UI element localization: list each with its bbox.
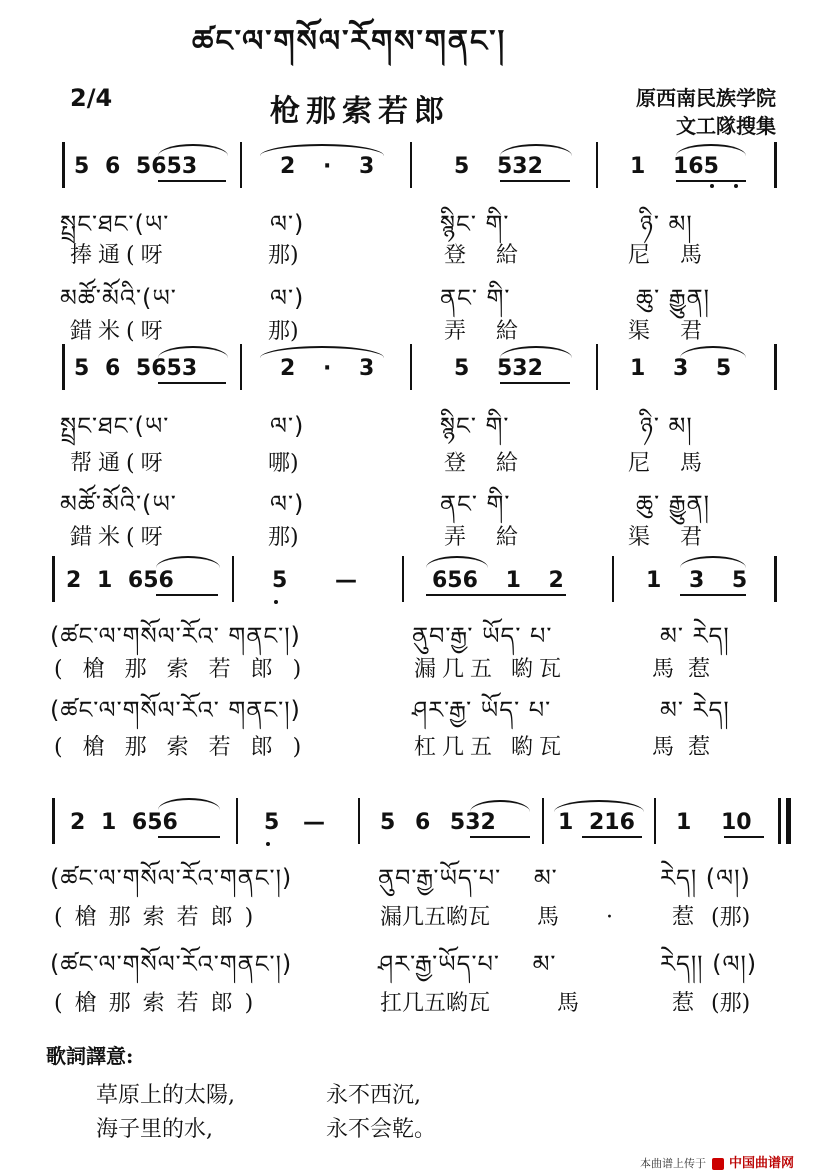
lyric-tibetan: སྤྲང་ཐང་(ཡ་ [60,412,170,440]
measure-notes: 1 165 [630,154,719,179]
slur [158,798,220,810]
lyric-chinese: 帮通(呀 [70,451,169,476]
lyric-chinese: 杠几五 喲瓦 [414,735,567,760]
barline [52,798,55,844]
lyric-chinese: 惹 (那) [672,905,751,930]
page-title: 枪那索若郎 [270,94,450,129]
lyric-tibetan: (ཚང་ལ་གསོལ་རོའ་ གནང་།) [50,696,301,724]
lyric-chinese: 渠君 [628,319,733,344]
barline [358,798,360,844]
measure-notes: 5 — [264,810,325,835]
lyric-chinese: 錯米(呀 [70,319,169,344]
lyric-chinese: 登給 [444,451,549,476]
lyric-tibetan: ཉི་ མ། [640,412,693,440]
lyric-chinese: 那) [268,319,299,344]
barline [596,142,598,188]
lyric-tibetan: ལ་) [270,412,305,440]
lyric-chinese: 弄給 [444,319,549,344]
footer-brand: 中国曲谱网 [729,1156,795,1171]
measure-notes: 1 10 [676,810,752,835]
footer-watermark [640,1152,794,1171]
lyric-chinese: 扛几五喲瓦 馬 [380,991,579,1016]
source-credit [596,84,776,140]
time-signature: 2/4 [70,84,113,112]
beam [426,594,486,596]
measure-notes: 2 · 3 [280,356,375,381]
octave-dot [710,184,714,188]
source-line-1: 原西南民族学院 [636,86,776,110]
lyric-tibetan: མ་ རེད། [660,622,730,650]
measure-notes: 5 532 [454,154,543,179]
lyric-chinese: (槍那索若郎) [54,735,322,760]
barline [240,344,242,390]
measure-notes: 2 1 656 [66,568,174,593]
beam [158,836,220,838]
translation-line: 永不西沉, [326,1083,421,1108]
translation-line: 永不会乾。 [326,1117,437,1142]
source-line-2: 文工隊搜集 [676,114,776,138]
slur [426,556,488,568]
lyric-chinese: 捧通(呀 [70,243,169,268]
lyric-tibetan: ལ་) [270,490,305,518]
lyric-chinese: 漏几五喲瓦 馬 · [380,905,613,930]
beam [582,836,642,838]
lyric-tibetan: ནུབ་རྒྱ་ ཡོད་ པ་ [412,622,553,650]
lyric-chinese: 漏几五 喲瓦 [414,657,567,682]
barline [774,344,777,390]
lyric-chinese: 錯米(呀 [70,525,169,550]
barline [410,344,412,390]
beam [486,594,566,596]
lyric-tibetan: ལ་) [270,210,305,238]
translation-line: 海子里的水, [96,1117,213,1142]
lyric-chinese: (槍那索若郎) [54,905,266,930]
lyric-tibetan: སྤྲང་ཐང་(ཡ་ [60,210,170,238]
slur [680,556,746,568]
barline [774,142,777,188]
lyric-chinese: 哪) [268,451,299,476]
barline [240,142,242,188]
barline [52,556,55,602]
measure-notes: 2 · 3 [280,154,375,179]
translation-line: 草原上的太陽, [96,1083,235,1108]
barline [654,798,656,844]
lyric-chinese: 登給 [444,243,549,268]
lyric-chinese: 尼馬 [628,243,733,268]
lyric-chinese: 渠君 [628,525,733,550]
lyric-tibetan: མ་ རེད། [660,696,730,724]
measure-notes: 5 532 [454,356,543,381]
barline [542,798,544,844]
lyric-tibetan: ནང་ གི་ [440,490,511,518]
barline [778,798,781,844]
footer-text: 本曲谱上传于 [640,1157,706,1170]
lyric-tibetan: རེད།། (ལ།) [660,950,758,978]
lyric-tibetan: ཆུ་ རྒྱུན། [636,284,710,312]
barline [410,142,412,188]
measure-notes: 2 1 656 [70,810,178,835]
lyric-tibetan: ནང་ གི་ [440,284,511,312]
beam [158,382,226,384]
octave-dot [274,600,278,604]
measure-notes: 1 3 5 [630,356,732,381]
lyric-chinese: 馬惹 [652,735,725,760]
measure-notes: 1 3 5 [646,568,748,593]
lyric-tibetan: སྙིང་ གི་ [440,210,510,238]
measure-notes: 5 — [272,568,357,593]
logo-icon [712,1158,724,1170]
slur [156,556,220,568]
lyric-tibetan: ལ་) [270,284,305,312]
lyric-tibetan: རེད། (ལ།) [660,864,751,892]
beam [676,180,746,182]
measure-notes: 5 6 5653 [74,356,198,381]
lyric-chinese: 馬惹 [652,657,725,682]
measure-notes: 5 6 532 [380,810,496,835]
barline [236,798,238,844]
lyric-tibetan: (ཚང་ལ་གསོལ་རོའ་གནང་།) [50,950,293,978]
lyric-tibetan: ཤར་རྒྱ་ ཡོད་ པ་ [412,696,552,724]
tibetan-title: ཚང་ལ་གསོལ་རོགས་གནང་། [192,24,507,59]
beam [470,836,530,838]
barline [612,556,614,602]
beam [680,594,746,596]
lyric-tibetan: ཉི་ མ། [640,210,693,238]
lyric-tibetan: ནུབ་རྒྱ་ཡོད་པ་ མ་ [378,864,558,892]
lyric-chinese: (槍那索若郎) [54,991,266,1016]
lyric-tibetan: (ཚང་ལ་གསོལ་རོའ་གནང་།) [50,864,293,892]
barline [402,556,404,602]
octave-dot [266,842,270,846]
measure-notes: 656 1 2 [432,568,564,593]
barline [62,344,65,390]
lyric-tibetan: (ཚང་ལ་གསོལ་རོའ་ གནང་།) [50,622,301,650]
lyric-chinese: 那) [268,243,299,268]
translation-heading: 歌詞譯意: [46,1044,134,1068]
beam [156,594,218,596]
barline [774,556,777,602]
lyric-chinese: 惹 (那) [672,991,751,1016]
barline [232,556,234,602]
lyric-tibetan: མཚོ་མོའི་(ཡ་ [60,490,177,518]
beam [158,180,226,182]
lyric-tibetan: ཤར་རྒྱ་ཡོད་པ་ མ་ [378,950,557,978]
lyric-chinese: (槍那索若郎) [54,657,322,682]
lyric-chinese: 弄給 [444,525,549,550]
barline [62,142,65,188]
beam [724,836,764,838]
barline [596,344,598,390]
beam [500,382,570,384]
lyric-chinese: 尼馬 [628,451,733,476]
measure-notes: 5 6 5653 [74,154,198,179]
final-barline [786,798,791,844]
measure-notes: 1 216 [558,810,635,835]
beam [500,180,570,182]
lyric-tibetan: མཚོ་མོའི་(ཡ་ [60,284,177,312]
lyric-chinese: 那) [268,525,299,550]
lyric-tibetan: སྙིང་ གི་ [440,412,510,440]
octave-dot [734,184,738,188]
lyric-tibetan: ཆུ་ རྒྱུན། [636,490,710,518]
